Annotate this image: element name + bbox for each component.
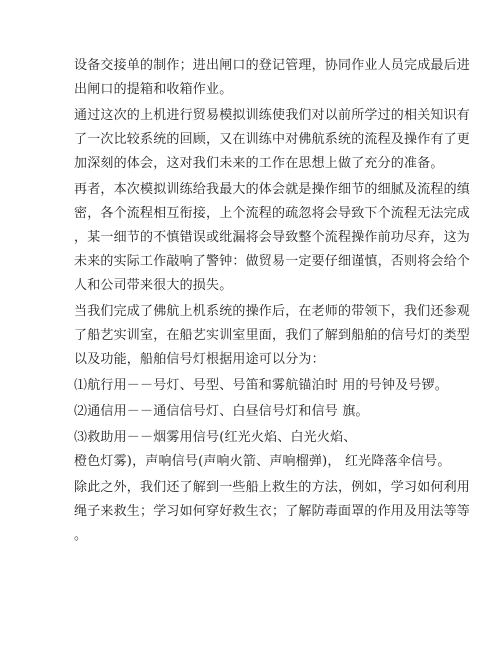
text-line: 再者，本次模拟训练给我最大的体会就是操作细节的细腻及流程的缜	[74, 182, 471, 197]
text-line: 未来的实际工作敲响了警钟：做贸易一定要仔细谨慎，否则将会给个	[74, 254, 471, 269]
document-page	[74, 54, 471, 548]
list-item	[74, 400, 426, 424]
text-line: 除此之外，我们还了解到一些船上救生的方法，例如，学习如何利用	[74, 480, 471, 495]
paragraph	[74, 178, 471, 298]
text-line: 加深刻的体会，这对我们未来的工作在思想上做了充分的准备。	[74, 156, 444, 171]
paragraph	[74, 54, 471, 102]
text-line: 当我们完成了佛航上机系统的操作后，在老师的带领下，我们还参观	[74, 304, 471, 319]
text-line: 设备交接单的制作；进出闸口的登记管理，协同作业人员完成最后进	[74, 58, 471, 73]
text-line: 绳子来救生；学习如何穿好救生衣；了解防毒面罩的作用及用法等等	[74, 504, 471, 519]
text-line: ⑵通信用－－通信信号灯、白昼信号灯和信号 旗。	[74, 404, 369, 419]
list-item	[74, 374, 448, 398]
text-line: 了船艺实训室，在船艺实训室里面，我们了解到船舶的信号灯的类型	[74, 328, 471, 343]
text-line: 了一次比较系统的回顾，又在训练中对佛航系统的流程及操作有了更	[74, 132, 471, 147]
text-line: 出闸口的提箱和收箱作业。	[74, 82, 233, 97]
text-line: 人和公司带来很大的损失。	[74, 278, 233, 293]
text-line: 密，各个流程相互衔接，上个流程的疏忽将会导致下个流程无法完成	[74, 206, 471, 221]
paragraph	[74, 476, 471, 548]
text-line: ，某一细节的不慎错误或纰漏将会导致整个流程操作前功尽弃，这为	[74, 230, 471, 245]
text-line: 橙色灯雾)，声响信号(声响火箭、声响榴弹)， 红光降落伞信号。	[74, 454, 451, 469]
list-item	[74, 426, 451, 474]
text-line: 通过这次的上机进行贸易模拟训练使我们对以前所学过的相关知识有	[74, 108, 471, 123]
text-line: 以及功能，船舶信号灯根据用途可以分为：	[74, 352, 325, 367]
paragraph	[74, 104, 471, 176]
text-line: ⑴航行用－－号灯、号型、号笛和雾航锚泊时 用的号钟及号锣。	[74, 378, 448, 393]
text-line: 。	[74, 528, 88, 543]
text-line: ⑶救助用－－烟雾用信号(红光火焰、白光火焰、	[74, 430, 357, 445]
paragraph	[74, 300, 471, 372]
